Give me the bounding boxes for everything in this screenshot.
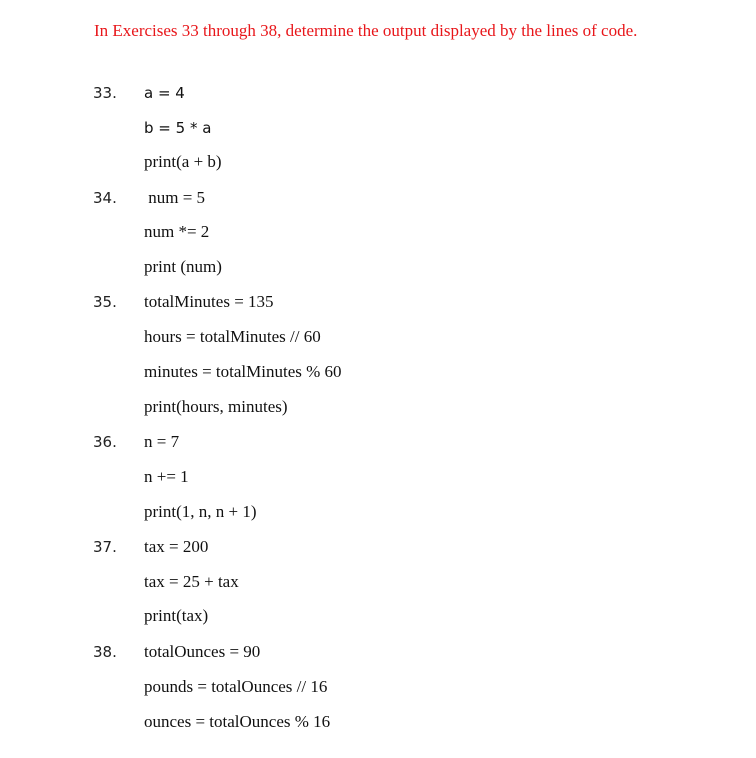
- exercise-instructions: In Exercises 33 through 38, determine the output displayed by the lines of code.: [94, 21, 638, 40]
- code-line: minutes = totalMinutes % 60: [144, 362, 342, 381]
- code-line: print(a + b): [144, 152, 222, 171]
- code-line: tax = 200: [144, 537, 209, 556]
- exercise-number: 35.: [93, 293, 117, 311]
- code-line: print(tax): [144, 606, 209, 625]
- code-line: pounds = totalOunces // 16: [144, 677, 328, 696]
- code-line: totalMinutes = 135: [144, 292, 274, 311]
- code-line: print (num): [144, 257, 222, 276]
- exercise-number: 38.: [93, 643, 117, 661]
- code-line: num *= 2: [144, 222, 210, 241]
- exercise-number: 34.: [93, 189, 117, 207]
- code-line: print(hours, minutes): [144, 397, 288, 416]
- exercise-number: 36.: [93, 433, 117, 451]
- code-line: tax = 25 + tax: [144, 572, 239, 591]
- code-line: n = 7: [144, 432, 180, 451]
- code-line: ounces = totalOunces % 16: [144, 712, 331, 731]
- code-line: n += 1: [144, 467, 189, 486]
- exercise-number: 37.: [93, 538, 117, 556]
- code-line: hours = totalMinutes // 60: [144, 327, 321, 346]
- code-line: num = 5: [144, 188, 206, 207]
- code-line: a = 4: [144, 84, 185, 102]
- code-line: print(1, n, n + 1): [144, 502, 257, 521]
- code-line: b = 5 * a: [144, 119, 212, 137]
- exercise-number: 33.: [93, 84, 117, 102]
- code-line: totalOunces = 90: [144, 642, 261, 661]
